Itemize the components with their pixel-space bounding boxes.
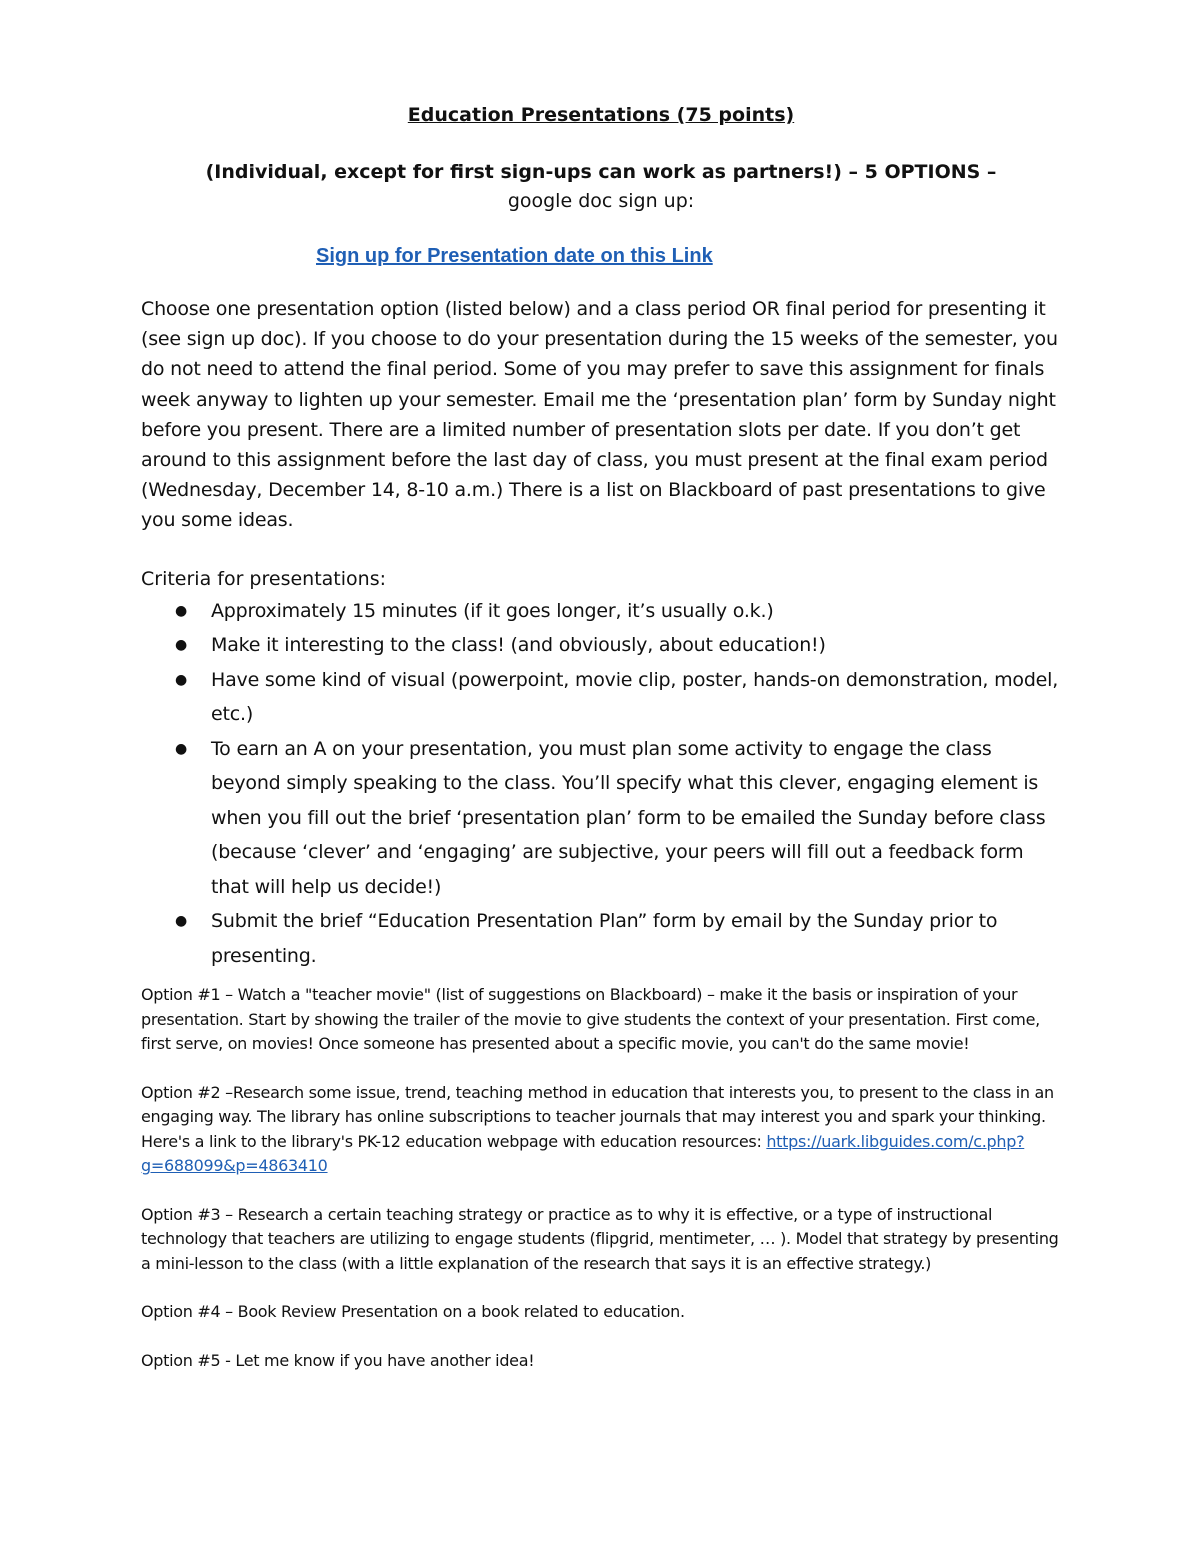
criteria-item-text: Have some kind of visual (powerpoint, movie clip, poster, hands-on demonstration, model, etc.) [211, 668, 1059, 726]
criteria-item [175, 594, 1061, 629]
option-1: Option #1 – Watch a "teacher movie" (list of suggestions on Blackboard) – make it the basis or inspiration of your presentation. Start by showing the trailer of the movie to give students the context of your presentation. First come, first serve, on movies! Once someone has presented about a specific movie, you can't do the same movie! [141, 985, 1040, 1054]
criteria-item-text: To earn an A on your presentation, you must plan some activity to engage the class beyond simply speaking to the class. You’ll specify what this clever, engaging element is when you fill out the brief ‘presentation plan’ form to be emailed the Sunday before class (because ‘clever’ and ‘engaging’ are subjective, your peers will fill out a feedback form that will help us decide!) [211, 737, 1046, 898]
signup-link[interactable]: Sign up for Presentation date on this Link [316, 245, 713, 267]
criteria-item [175, 732, 1061, 905]
bullet-icon: ● [175, 740, 188, 757]
bullet-icon: ● [175, 602, 188, 619]
bullet-icon: ● [175, 913, 188, 930]
document-subtitle-line2: google doc sign up: [507, 190, 695, 212]
criteria-item-text: Submit the brief “Education Presentation Plan” form by email by the Sunday prior to presenting. [211, 910, 998, 967]
option-5: Option #5 - Let me know if you have another idea! [141, 1350, 535, 1370]
document-title: Education Presentations (75 points) [407, 104, 795, 126]
document-subtitle: (Individual, except for first sign-ups can work as partners!) – 5 OPTIONS – [205, 161, 997, 183]
criteria-item [175, 628, 1061, 663]
option-2-text: Option #2 –Research some issue, trend, teaching method in education that interests you, to present to the class in an engaging way. The library has online subscriptions to teacher journals that may interest you and spark your thinking. Here's a link to the library's PK-12 education webpage with education resources: [141, 1082, 1054, 1151]
library-link[interactable]: https://uark.libguides.com/c.php?g=688099&p=4863410 [141, 1131, 1025, 1176]
criteria-heading: Criteria for presentations: [141, 567, 386, 590]
criteria-list [141, 594, 1061, 974]
option-3: Option #3 – Research a certain teaching strategy or practice as to why it is effective, or a type of instructional technology that teachers are utilizing to engage students (flipgrid, mentimeter, … ). Model that strategy by presenting a mini-lesson to the class (with a little explanation of the research that says it is an effective strategy.) [141, 1204, 1059, 1273]
criteria-item [175, 904, 1061, 973]
bullet-icon: ● [175, 671, 188, 688]
criteria-item-text: Make it interesting to the class! (and obviously, about education!) [211, 634, 826, 657]
criteria-item-text: Approximately 15 minutes (if it goes longer, it’s usually o.k.) [211, 599, 774, 622]
option-4: Option #4 – Book Review Presentation on a book related to education. [141, 1302, 685, 1322]
criteria-item [175, 663, 1061, 732]
bullet-icon: ● [175, 637, 188, 654]
option-2 [141, 1081, 1061, 1179]
document-body [141, 100, 1061, 1397]
intro-paragraph: Choose one presentation option (listed below) and a class period OR final period for presenting it (see sign up doc). If you choose to do your presentation during the 15 weeks of the semester, you do not need to attend the final period. Some of you may prefer to save this assignment for finals week anyway to lighten up your semester. Email me the ‘presentation plan’ form by Sunday night before you present. There are a limited number of presentation slots per date. If you don’t get around to this assignment before the last day of class, you must present at the final exam period (Wednesday, December 14, 8-10 a.m.) There is a list on Blackboard of past presentations to give you some ideas. [141, 298, 1058, 532]
